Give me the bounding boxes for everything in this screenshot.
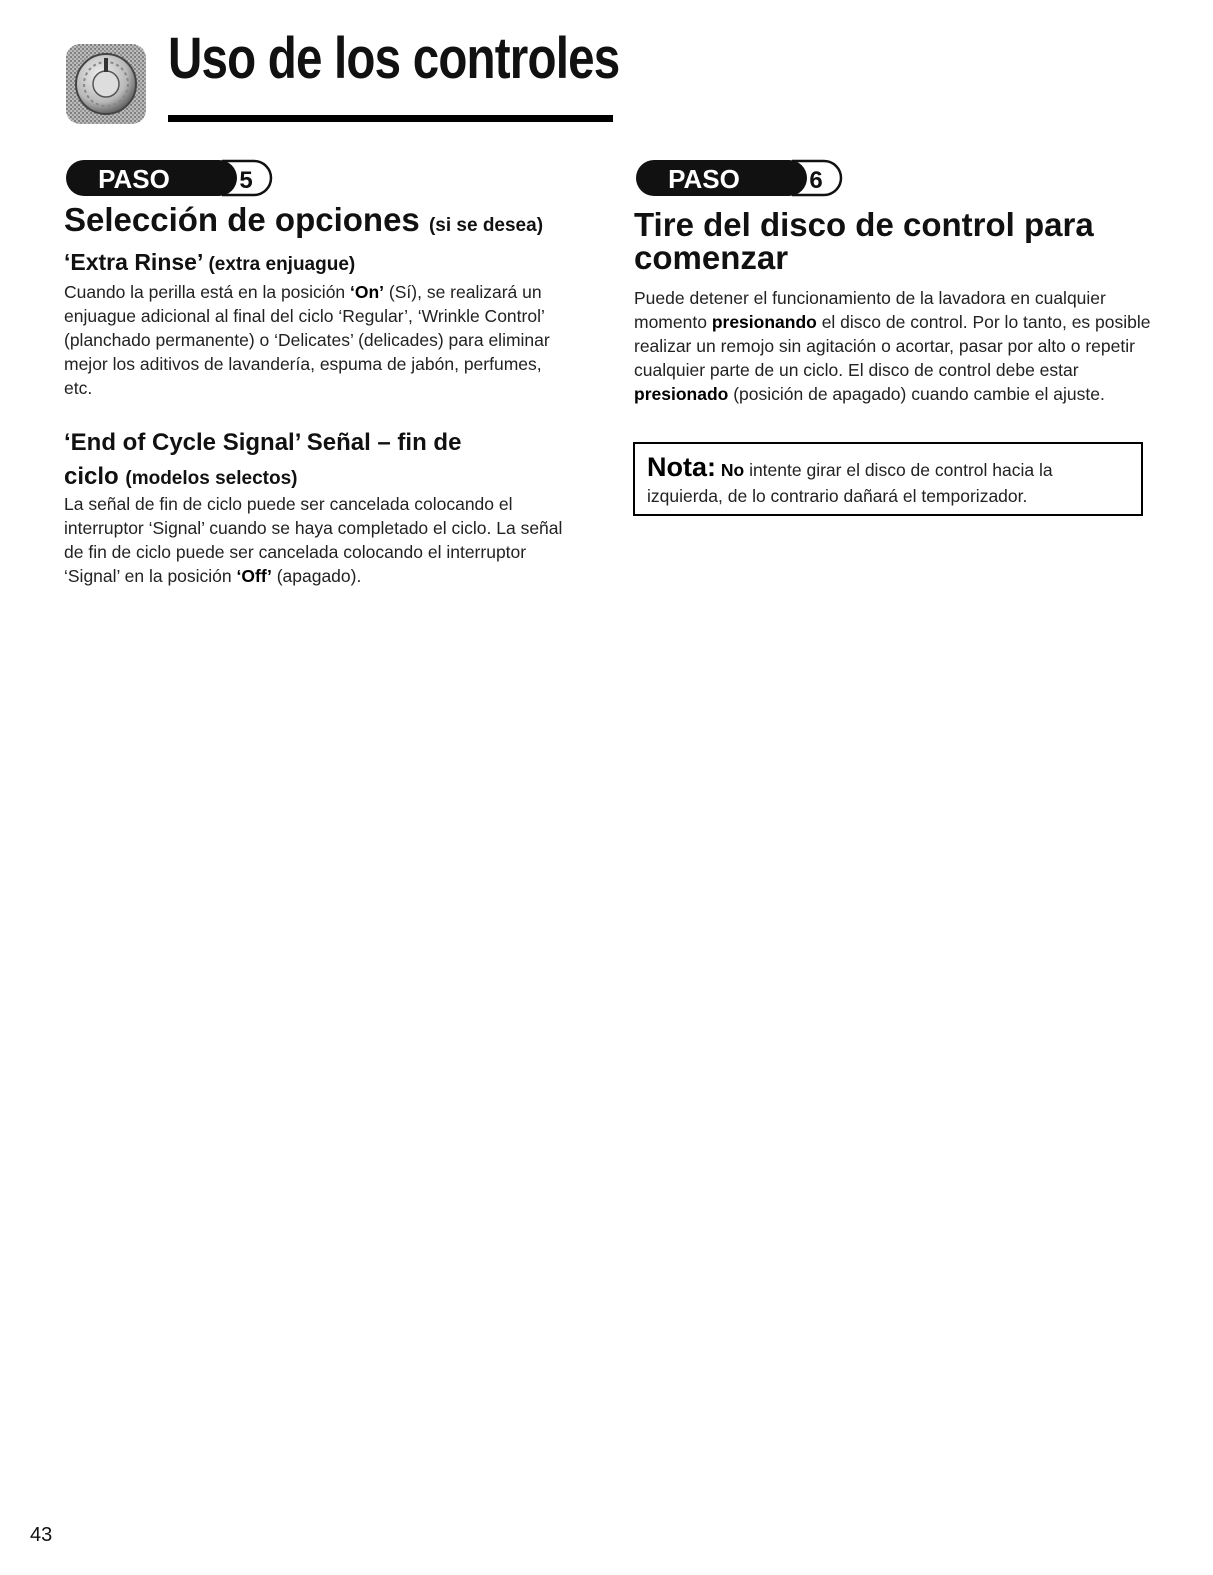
step-6-word: PASO xyxy=(668,164,740,194)
extra-rinse-heading xyxy=(64,250,355,276)
step-5-word: PASO xyxy=(98,164,170,194)
section-heading-options xyxy=(64,203,543,236)
end-of-cycle-text: La señal de fin de ciclo puede ser cancelada colocando el interruptor ‘Signal’ cuando se haya completado el ciclo. La señal de fin de ciclo puede ser cancelada colocando el interruptor ‘Signal’ en la posición ‘Off’ (apagado). xyxy=(64,494,563,586)
end-of-cycle-heading xyxy=(64,426,461,496)
step-5-badge xyxy=(64,158,284,198)
note-line2: izquierda, de lo contrario dañará el temporizador. xyxy=(647,486,1028,506)
step-6-number: 6 xyxy=(809,167,823,194)
extra-rinse-paren: (extra enjuague) xyxy=(208,254,356,275)
page-title: Uso de los controles xyxy=(168,26,620,91)
heading-options-main: Selección de opciones xyxy=(64,201,420,238)
step-6-badge xyxy=(634,158,854,198)
note-line1: Nota: No intente girar el disco de control hacia la xyxy=(647,452,1053,482)
section-heading-pull-dial: Tire del disco de control para comenzar xyxy=(634,206,1094,276)
end-of-cycle-title-line1: ‘End of Cycle Signal’ Señal – fin de xyxy=(64,429,462,456)
control-dial-icon xyxy=(66,44,146,124)
heading-options-paren: (si se desea) xyxy=(428,215,544,236)
step-5-number: 5 xyxy=(239,167,253,194)
note-label: Nota: xyxy=(647,452,716,482)
end-of-cycle-paren: (modelos selectos) xyxy=(125,468,298,489)
bold-on: ‘On’ xyxy=(350,282,385,302)
extra-rinse-text: Cuando la perilla está en la posición ‘On’ (Sí), se realizará un enjuague adicional al final del ciclo ‘Regular’, ‘Wrinkle Control’ (planchado permanente) o ‘Delicates’ (delicades) para eliminar mejor los aditivos de lavandería, espuma de jabón, perfumes, etc. xyxy=(64,282,550,398)
title-divider xyxy=(168,115,613,122)
extra-rinse-title: ‘Extra Rinse’ xyxy=(64,249,203,275)
note-box xyxy=(633,442,1143,516)
page-number: 43 xyxy=(30,1524,53,1546)
pull-dial-text: Puede detener el funcionamiento de la lavadora en cualquier momento presionando el disco de control. Por lo tanto, es posible realizar un remojo sin agitación o acortar, pasar por alto o repetir cualquier parte de un ciclo. El disco de control debe estar presionado (posición de apagado) cuando cambie el ajuste. xyxy=(634,288,1151,404)
bold-off: ‘Off’ xyxy=(236,566,272,586)
note-no: No xyxy=(720,460,745,480)
bold-presionado: presionado xyxy=(634,384,729,404)
bold-presionando: presionando xyxy=(711,312,817,332)
end-of-cycle-title-line2: ciclo xyxy=(64,463,119,490)
